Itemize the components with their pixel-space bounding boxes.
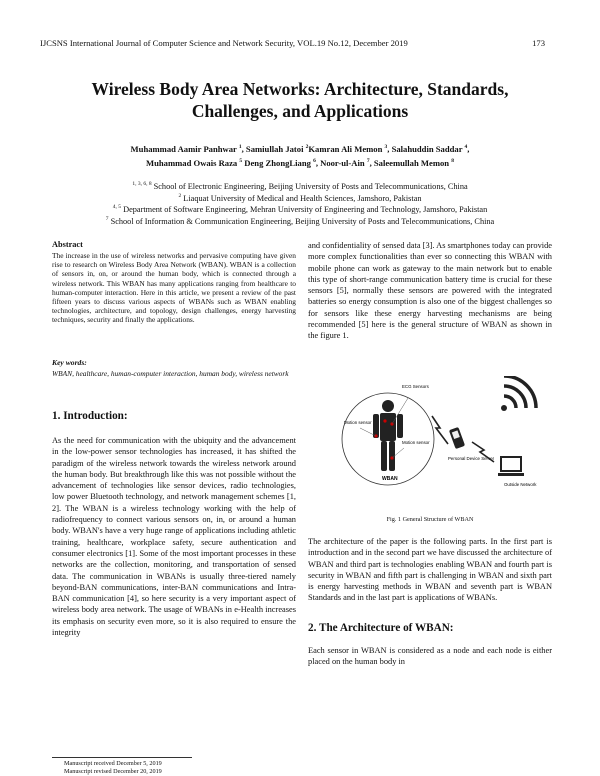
abstract-text: The increase in the use of wireless networks and pervasive computing have given rise to research on Wireless Body Area Network (WBAN). WBAN is a collection of sensors in, on, or around the human body, which is connected through a wireless network. This WBAN has many applications ranging from healthcare to human-computer interaction. Here in this article, we present a review of the past fifteen years to discuss various aspects of WBANs such as WBAN enabling technologies, architecture, and topology, design challenges, energy harvesting techniques, security and finally the applications. xyxy=(52,251,296,325)
footnote-received: Manuscript received December 5, 2019 xyxy=(64,760,162,767)
affiliation-sup: 7 xyxy=(105,215,109,222)
paper-title xyxy=(40,78,560,122)
paper-structure-paragraph: The architecture of the paper is the following parts. In the first part is introduction and in the second part we have discussed the architecture of WBAN and third part is technologies enabling WBAN and fourth part is security in WBAN and fifth part is challenging in WBAN and sixth part is energy harvesting methods in WBAN and seventh part is WBAN Standards and in the last part is applications of WBANs. xyxy=(308,537,552,603)
affiliation xyxy=(40,204,560,216)
affiliation-text: Liaquat University of Medical and Health Sciences, Jamshoro, Pakistan xyxy=(181,193,422,203)
author-sep: , xyxy=(467,144,470,154)
author-name: Noor-ul-Ain xyxy=(320,158,365,168)
phone-icon xyxy=(449,427,465,449)
author-list xyxy=(40,142,560,170)
affiliation xyxy=(40,181,560,193)
author-sup: 2 xyxy=(305,144,309,151)
wban-label: WBAN xyxy=(382,476,398,482)
footnote-rule xyxy=(52,757,192,758)
author-sup: 4 xyxy=(464,144,468,151)
affiliation-sup: 4, 5 xyxy=(112,204,121,211)
author-line-1 xyxy=(40,142,560,156)
author-name: Saleemullah Memon xyxy=(373,158,450,168)
ecg-sensor-dot xyxy=(383,419,386,422)
running-header xyxy=(40,38,545,48)
outside-network-label: Outside Network xyxy=(504,482,537,487)
section-2-text: Each sensor in WBAN is considered as a node and each node is either placed on the human body in xyxy=(308,646,552,667)
section-1-heading: 1. Introduction: xyxy=(52,410,128,422)
author-sep: , xyxy=(387,144,392,154)
affiliation-text: School of Information & Communication Engineering, Beijing University of Posts and Telecommunications, China xyxy=(108,216,495,226)
author-sep: , xyxy=(241,144,246,154)
author-name: Muhammad Aamir Panhwar xyxy=(130,144,237,154)
author-sep: , xyxy=(369,158,374,168)
affiliation xyxy=(40,216,560,228)
pda-label: Personal Device Server xyxy=(448,456,495,461)
author-sep: , xyxy=(315,158,321,168)
title-line-2: Challenges, and Applications xyxy=(191,101,409,121)
keywords-text: WBAN, healthcare, human-computer interaction, human body, wireless network xyxy=(52,369,289,378)
affiliation xyxy=(40,193,560,205)
affiliation-text: School of Electronic Engineering, Beijing University of Posts and Telecommunications, China xyxy=(151,182,468,191)
motion-label-2: Motion sensor xyxy=(402,440,430,445)
affiliation-text: Department of Software Engineering, Mehran University of Engineering and Technology, Jamshoro, Pakistan xyxy=(121,205,488,214)
wifi-icon xyxy=(501,376,536,411)
author-name: Salahuddin Saddar xyxy=(391,144,463,154)
right-column-intro-continued: and confidentiality of sensed data [3]. As smartphones today can provide more complex functionalities than ever so connecting this WBAN with mobile phone can work as gateway to the main network but to enable this type of short-range communication battery time is crucial for these sensors [5], normally these sensors are powered with the integrated batteries so energy consumption is also one of the biggest challenges so for sensors like these energy harvesting mechanisms are being recommended [5] here is the general structure of WBAN as shown in the figure 1. xyxy=(308,241,552,341)
affiliation-sup: 2 xyxy=(178,192,182,199)
author-name: Muhammad Owais Raza xyxy=(146,158,238,168)
author-sup: 7 xyxy=(366,158,370,165)
figure-1 xyxy=(340,376,540,516)
affiliation-list xyxy=(40,181,560,227)
abstract-heading: Abstract xyxy=(52,240,83,249)
author-sup: 5 xyxy=(239,158,243,165)
author-name: Samiullah Jatoi xyxy=(245,144,304,154)
author-line-2 xyxy=(40,156,560,170)
figure-1-caption: Fig. 1 General Structure of WBAN xyxy=(386,516,474,523)
section-1-text: As the need for communication with the ubiquity and the advancement in the low-power sensor technologies has increased, it has shifted the paradigm of the wireless network towards the wireless network around the human body. But breakthrough like this was not possible without the advancement of technologies like sensor devices, radio technologies, low power Bluetooth technology, and network management schemes [1, 2]. The WBAN is a wireless technology working with the help of radiofrequency to connect various sensors on, in, or around a human body. WBAN's have a very huge range of applications including athletic training, healthcare, workplace safety, secure authentication and consumer electronics [1]. Some of the most important processes in these networks are the collection, monitoring, and transportation of sensed data. The communication in WBANs is usually three-tiered namely beyond-BAN communications, inter-BAN communications and Intra-BAN communication [4], so here security is a very important aspect of wireless body area network. The usage of WBANs in e-Health increases its emphasis on security even more, so it is also required to ensure the integrity xyxy=(52,436,296,638)
affiliation-sup: 1, 3, 6, 8 xyxy=(132,181,152,188)
keywords-heading: Key words: xyxy=(52,358,87,367)
computer-icon xyxy=(498,456,524,476)
author-sup: 6 xyxy=(313,158,316,165)
page-number: 173 xyxy=(532,38,545,48)
ecg-label: ECG Sensors xyxy=(402,384,429,389)
author-sup: 8 xyxy=(451,158,454,165)
motion-label-1: Motion sensor xyxy=(344,420,372,425)
title-line-1: Wireless Body Area Networks: Architecture, Standards, xyxy=(91,79,509,99)
author-sup: 1 xyxy=(238,144,242,151)
journal-name: IJCSNS International Journal of Computer Science and Network Security, VOL.19 No.12, December 2019 xyxy=(40,38,408,48)
author-name: Deng ZhongLiang xyxy=(244,158,311,168)
author-sup: 3 xyxy=(384,144,388,151)
author-name: Kamran Ali Memon xyxy=(308,144,383,154)
wban-diagram xyxy=(340,376,540,516)
section-2-heading: 2. The Architecture of WBAN: xyxy=(308,622,454,634)
footnote-revised: Manuscript revised December 20, 2019 xyxy=(64,768,162,775)
wireless-link-icon xyxy=(432,416,448,444)
footnotes xyxy=(64,760,162,776)
